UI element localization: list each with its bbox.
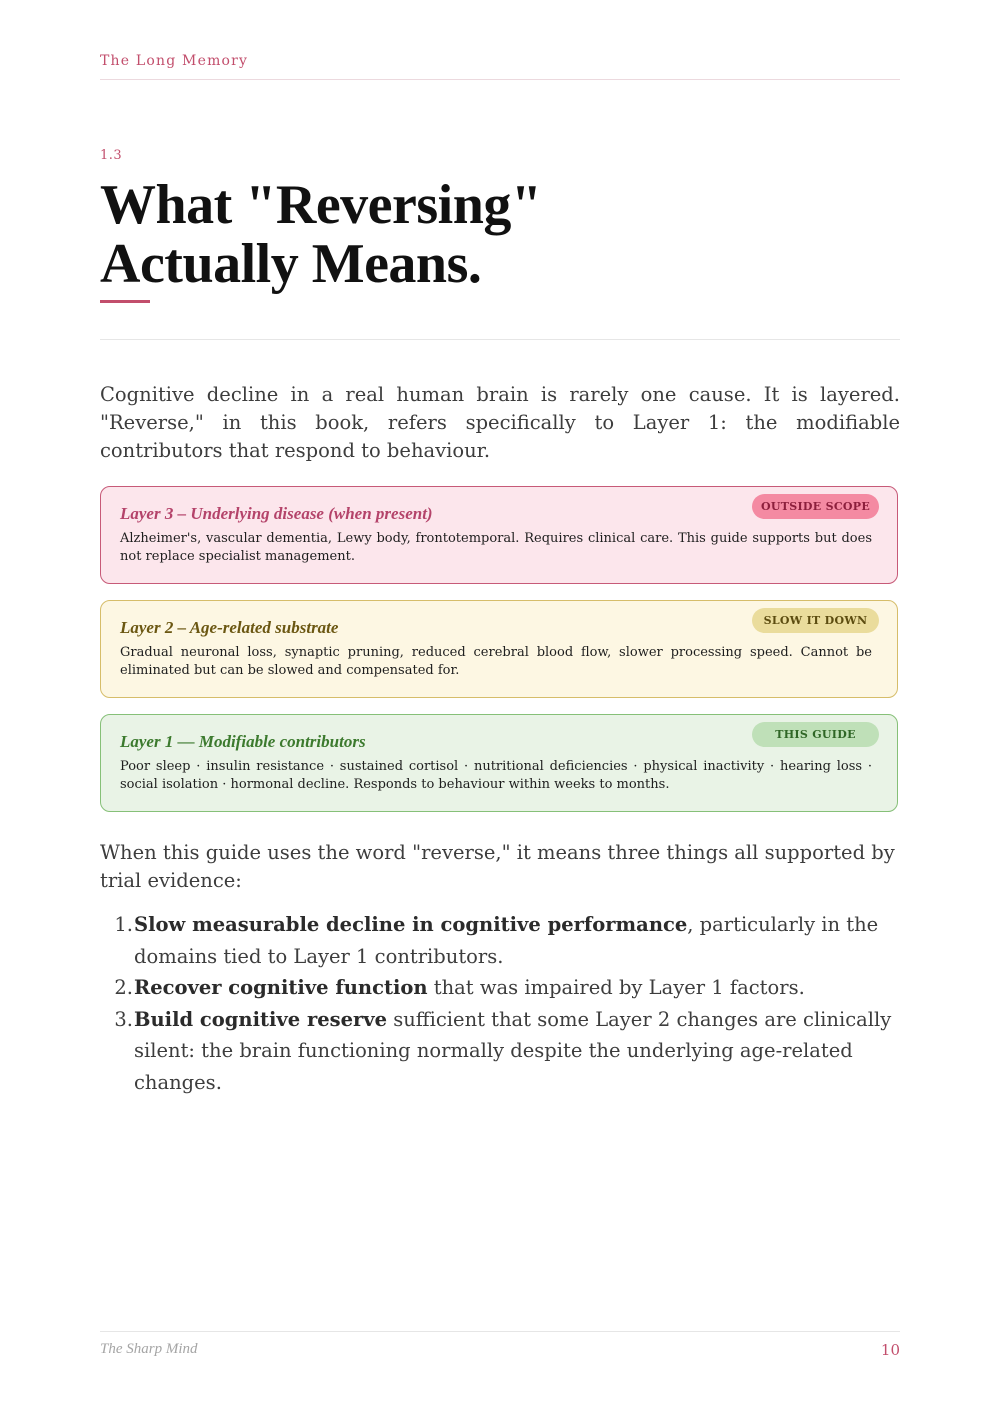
list-item — [100, 909, 900, 972]
footer-book-title: The Sharp Mind — [100, 1341, 198, 1357]
list-item-bold: Build cognitive reserve — [134, 1007, 388, 1031]
header-divider — [100, 79, 900, 80]
list-number: 3. — [114, 1007, 133, 1031]
layer-3-description: Alzheimer's, vascular dementia, Lewy body, frontotemporal. Requires clinical care. This guide supports but does not replace specialist management. — [120, 531, 872, 564]
layer-1-card — [100, 714, 898, 812]
section-divider — [100, 339, 900, 340]
list-item-bold: Recover cognitive function — [134, 976, 428, 999]
list-item — [100, 1004, 900, 1099]
list-item-text: that was impaired by Layer 1 factors. — [427, 976, 805, 999]
layer-2-description: Gradual neuronal loss, synaptic pruning, reduced cerebral blood flow, slower processing speed. Cannot be eliminated but can be slowed and compensated for. — [120, 645, 872, 678]
list-number: 2. — [114, 976, 133, 999]
layer-2-badge: SLOW IT DOWN — [752, 608, 879, 633]
layer-2-title: Layer 2 – Age-related substrate — [120, 618, 339, 637]
title-accent-bar — [100, 300, 150, 303]
layer-1-title: Layer 1 — Modifiable contributors — [120, 732, 366, 751]
definition-paragraph: When this guide uses the word "reverse," it means three things all supported by trial evidence: — [100, 841, 895, 892]
title-line-2: Actually Means. — [100, 233, 482, 295]
title-line-1: What "Reversing" — [100, 174, 542, 236]
list-number: 1. — [114, 913, 133, 936]
layer-3-title: Layer 3 – Underlying disease (when present) — [120, 504, 433, 523]
page-title — [100, 176, 720, 294]
intro-paragraph: Cognitive decline in a real human brain is rarely one cause. It is layered. "Reverse," in this book, refers specifically to Layer 1: the modifiable contributors that respond to behaviour. — [100, 383, 900, 462]
reverse-meanings-list — [100, 909, 900, 1098]
section-number: 1.3 — [100, 148, 123, 163]
list-item-text: , particularly in the domains tied to Layer 1 contributors. — [134, 913, 879, 968]
list-item — [100, 972, 900, 1004]
footer-divider — [100, 1331, 900, 1332]
list-item-bold: Slow measurable decline in cognitive performance — [134, 913, 688, 936]
layer-1-badge: THIS GUIDE — [752, 722, 879, 747]
layer-3-badge: OUTSIDE SCOPE — [752, 494, 879, 519]
running-head: The Long Memory — [100, 53, 249, 69]
page-number: 10 — [880, 1341, 900, 1359]
layer-1-description: Poor sleep · insulin resistance · sustained cortisol · nutritional deficiencies · physical inactivity · hearing loss · social isolation · hormonal decline. Responds to behaviour within weeks to months. — [120, 759, 872, 792]
list-item-text: sufficient that some Layer 2 changes are clinically silent: the brain functioning normally despite the underlying age-related changes. — [134, 1007, 892, 1094]
layer-3-card — [100, 486, 898, 584]
layer-2-card — [100, 600, 898, 698]
page — [100, 0, 900, 1414]
